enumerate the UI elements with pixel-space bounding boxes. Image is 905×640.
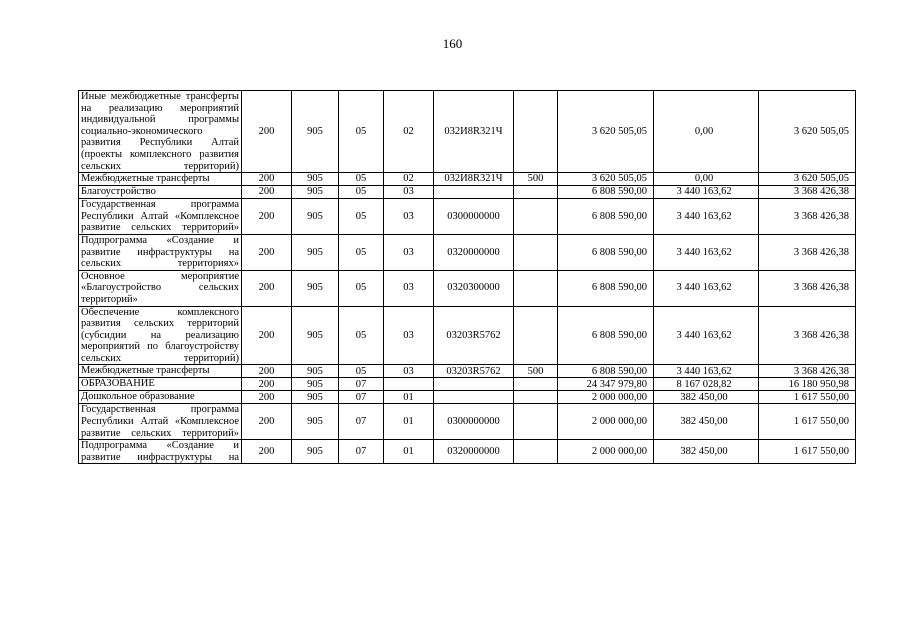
cell-c3: 05 xyxy=(339,173,384,186)
table-row xyxy=(79,378,856,391)
table-row xyxy=(79,306,856,365)
cell-c7: 2 000 000,00 xyxy=(558,440,654,464)
cell-c9: 1 617 550,00 xyxy=(759,440,856,464)
cell-c9: 16 180 950,98 xyxy=(759,378,856,391)
cell-c6 xyxy=(514,391,558,404)
cell-c7: 6 808 590,00 xyxy=(558,365,654,378)
cell-c4: 03 xyxy=(384,199,434,235)
table-row xyxy=(79,404,856,440)
cell-c7: 2 000 000,00 xyxy=(558,391,654,404)
table-row xyxy=(79,234,856,270)
cell-c8: 3 440 163,62 xyxy=(654,186,759,199)
cell-c3: 05 xyxy=(339,186,384,199)
cell-c4: 01 xyxy=(384,391,434,404)
cell-c7: 6 808 590,00 xyxy=(558,234,654,270)
cell-c2: 905 xyxy=(292,440,339,464)
cell-c9: 1 617 550,00 xyxy=(759,404,856,440)
cell-c3: 05 xyxy=(339,306,384,365)
cell-c5: 03203R5762 xyxy=(434,365,514,378)
cell-c7: 3 620 505,05 xyxy=(558,91,654,173)
cell-c6 xyxy=(514,440,558,464)
cell-c7: 3 620 505,05 xyxy=(558,173,654,186)
cell-c4: 03 xyxy=(384,365,434,378)
cell-c5: 0300000000 xyxy=(434,404,514,440)
cell-c9: 3 620 505,05 xyxy=(759,91,856,173)
cell-c4 xyxy=(384,378,434,391)
table-row xyxy=(79,365,856,378)
cell-c2: 905 xyxy=(292,186,339,199)
cell-c3: 07 xyxy=(339,391,384,404)
cell-c6 xyxy=(514,186,558,199)
cell-c5 xyxy=(434,186,514,199)
cell-c7: 6 808 590,00 xyxy=(558,306,654,365)
cell-c5: 0320000000 xyxy=(434,440,514,464)
row-name-cell: Государственная программа Республики Алтай «Комплексное развитие сельских территорий» xyxy=(79,199,242,235)
cell-c2: 905 xyxy=(292,199,339,235)
cell-c1: 200 xyxy=(242,404,292,440)
cell-c2: 905 xyxy=(292,306,339,365)
cell-c5: 0300000000 xyxy=(434,199,514,235)
cell-c1: 200 xyxy=(242,365,292,378)
cell-c3: 05 xyxy=(339,234,384,270)
row-name-cell: Дошкольное образование xyxy=(79,391,242,404)
row-name-cell: ОБРАЗОВАНИЕ xyxy=(79,378,242,391)
cell-c9: 1 617 550,00 xyxy=(759,391,856,404)
cell-c5: 03203R5762 xyxy=(434,306,514,365)
cell-c1: 200 xyxy=(242,186,292,199)
cell-c5: 032И8R321Ч xyxy=(434,173,514,186)
cell-c1: 200 xyxy=(242,91,292,173)
row-name-cell: Благоустройство xyxy=(79,186,242,199)
cell-c7: 6 808 590,00 xyxy=(558,199,654,235)
cell-c8: 0,00 xyxy=(654,173,759,186)
cell-c3: 05 xyxy=(339,91,384,173)
cell-c3: 05 xyxy=(339,199,384,235)
cell-c8: 3 440 163,62 xyxy=(654,234,759,270)
cell-c5: 032И8R321Ч xyxy=(434,91,514,173)
cell-c4: 03 xyxy=(384,186,434,199)
row-name-cell: Межбюджетные трансферты xyxy=(79,173,242,186)
row-name-cell: Подпрограмма «Создание и развитие инфраструктуры на сельских территориях» xyxy=(79,234,242,270)
cell-c3: 05 xyxy=(339,365,384,378)
table-row xyxy=(79,173,856,186)
cell-c3: 07 xyxy=(339,404,384,440)
cell-c6: 500 xyxy=(514,365,558,378)
cell-c9: 3 620 505,05 xyxy=(759,173,856,186)
table-row xyxy=(79,91,856,173)
cell-c8: 3 440 163,62 xyxy=(654,365,759,378)
cell-c6: 500 xyxy=(514,173,558,186)
row-name-cell: Подпрограмма «Создание и развитие инфраструктуры на xyxy=(79,440,242,464)
cell-c4: 02 xyxy=(384,91,434,173)
row-name-cell: Основное мероприятие «Благоустройство сельских территорий» xyxy=(79,270,242,306)
cell-c8: 3 440 163,62 xyxy=(654,306,759,365)
cell-c5 xyxy=(434,391,514,404)
cell-c1: 200 xyxy=(242,306,292,365)
cell-c6 xyxy=(514,378,558,391)
page-number: 160 xyxy=(442,36,463,51)
cell-c5 xyxy=(434,378,514,391)
cell-c7: 6 808 590,00 xyxy=(558,270,654,306)
row-name-cell: Государственная программа Республики Алтай «Комплексное развитие сельских территорий» xyxy=(79,404,242,440)
cell-c2: 905 xyxy=(292,404,339,440)
cell-c1: 200 xyxy=(242,391,292,404)
cell-c1: 200 xyxy=(242,378,292,391)
cell-c8: 382 450,00 xyxy=(654,440,759,464)
cell-c6 xyxy=(514,404,558,440)
cell-c7: 2 000 000,00 xyxy=(558,404,654,440)
cell-c8: 382 450,00 xyxy=(654,391,759,404)
cell-c8: 3 440 163,62 xyxy=(654,199,759,235)
cell-c2: 905 xyxy=(292,91,339,173)
cell-c4: 01 xyxy=(384,404,434,440)
cell-c4: 02 xyxy=(384,173,434,186)
cell-c9: 3 368 426,38 xyxy=(759,365,856,378)
cell-c3: 07 xyxy=(339,378,384,391)
cell-c1: 200 xyxy=(242,440,292,464)
cell-c2: 905 xyxy=(292,378,339,391)
row-name-cell: Межбюджетные трансферты xyxy=(79,365,242,378)
table-row xyxy=(79,391,856,404)
cell-c8: 0,00 xyxy=(654,91,759,173)
cell-c1: 200 xyxy=(242,234,292,270)
cell-c8: 382 450,00 xyxy=(654,404,759,440)
cell-c7: 6 808 590,00 xyxy=(558,186,654,199)
cell-c1: 200 xyxy=(242,270,292,306)
row-name-cell: Иные межбюджетные трансферты на реализацию мероприятий индивидуальной программы социально-экономического развития Республики Алтай (проекты комплексного развития сельских территорий) xyxy=(79,91,242,173)
cell-c9: 3 368 426,38 xyxy=(759,306,856,365)
cell-c6 xyxy=(514,234,558,270)
cell-c3: 07 xyxy=(339,440,384,464)
cell-c4: 03 xyxy=(384,306,434,365)
cell-c6 xyxy=(514,91,558,173)
cell-c2: 905 xyxy=(292,173,339,186)
cell-c4: 03 xyxy=(384,234,434,270)
budget-table xyxy=(78,90,856,464)
cell-c5: 0320000000 xyxy=(434,234,514,270)
cell-c9: 3 368 426,38 xyxy=(759,186,856,199)
cell-c1: 200 xyxy=(242,199,292,235)
cell-c5: 0320300000 xyxy=(434,270,514,306)
table-row xyxy=(79,186,856,199)
cell-c9: 3 368 426,38 xyxy=(759,199,856,235)
cell-c4: 01 xyxy=(384,440,434,464)
cell-c7: 24 347 979,80 xyxy=(558,378,654,391)
cell-c6 xyxy=(514,199,558,235)
row-name-cell: Обеспечение комплексного развития сельских территорий (субсидии на реализацию мероприятий по благоустройству сельских территорий) xyxy=(79,306,242,365)
cell-c8: 3 440 163,62 xyxy=(654,270,759,306)
table-row xyxy=(79,440,856,464)
cell-c4: 03 xyxy=(384,270,434,306)
cell-c9: 3 368 426,38 xyxy=(759,270,856,306)
cell-c2: 905 xyxy=(292,365,339,378)
cell-c3: 05 xyxy=(339,270,384,306)
cell-c2: 905 xyxy=(292,270,339,306)
cell-c2: 905 xyxy=(292,234,339,270)
cell-c2: 905 xyxy=(292,391,339,404)
cell-c1: 200 xyxy=(242,173,292,186)
cell-c6 xyxy=(514,270,558,306)
cell-c8: 8 167 028,82 xyxy=(654,378,759,391)
cell-c6 xyxy=(514,306,558,365)
table-row xyxy=(79,199,856,235)
table-row xyxy=(79,270,856,306)
cell-c9: 3 368 426,38 xyxy=(759,234,856,270)
